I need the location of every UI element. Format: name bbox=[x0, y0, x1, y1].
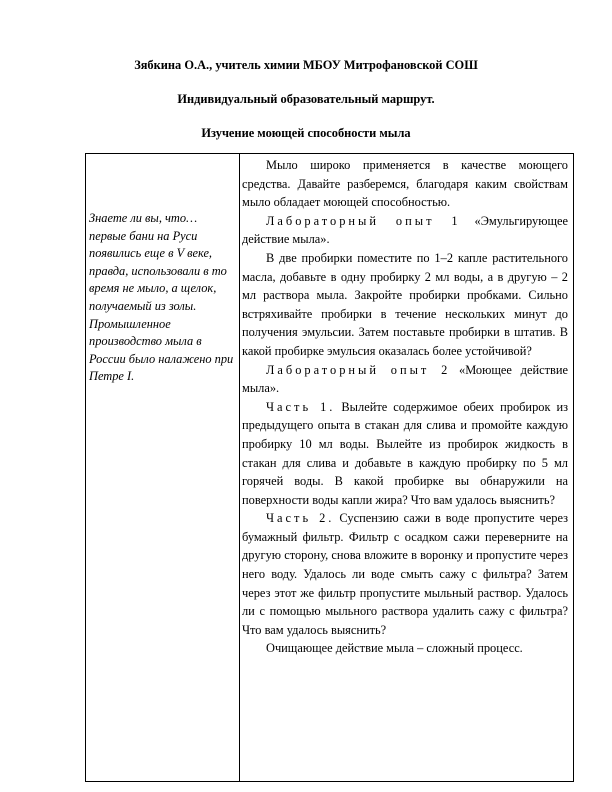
experiment-2-title: «Моющее действие мыла». bbox=[242, 362, 569, 396]
experiment-1-label: Лабораторный опыт 1 bbox=[266, 213, 461, 228]
side-note-fact-baths: Знаете ли вы, что… первые бани на Руси появились еще в V веке, правда, использовали в то время не мыло, а щелок, получаемый из золы. bbox=[89, 211, 227, 313]
experiment-2-heading bbox=[242, 361, 568, 398]
page-title: Изучение моющей способности мыла bbox=[201, 126, 411, 140]
experiment-1-title: «Эмульгирующее действие мыла». bbox=[242, 213, 568, 247]
experiment-2-label: Лабораторный опыт 2 bbox=[266, 362, 451, 377]
side-note-fact-industry: Промышленное производство мыла в России было налажено при Петре I. bbox=[89, 316, 234, 384]
part-2-label: Часть 2. bbox=[266, 511, 335, 526]
part-1-label: Часть 1. bbox=[266, 399, 336, 414]
experiment-1-text: В две пробирки поместите по 1–2 капле растительного масла, добавьте в одну пробирку 2 мл воды, а в другую – 2 мл раствора мыла. Закройте пробирки пробками. Сильно встряхивайте пробирки в течение нескольких минут до получения эмульсии. Затем поставьте пробирки в штатив. В какой пробирке эмульсия оказалась более устойчивой? bbox=[242, 250, 568, 358]
part-2-paragraph bbox=[242, 509, 568, 639]
side-note bbox=[89, 210, 237, 386]
route-heading: Индивидуальный образовательный маршрут. bbox=[177, 92, 435, 106]
intro-paragraph: Мыло широко применяется в качестве моющего средства. Давайте разберемся, благодаря каким свойствам мыло обладает моющей способностью. bbox=[242, 158, 568, 210]
part-1-paragraph bbox=[242, 398, 568, 510]
main-text bbox=[242, 156, 568, 658]
part-1-text: Вылейте содержимое обеих пробирок из предыдущего опыта в стакан для слива и промойте каждую пробирку 10 мл воды. Вылейте из пробирок жидкость в стакан для слива и добавьте в каждую пробирку по 5 мл горячей воды. В какой пробирке вы обнаружили на поверхности воды капли жира? Что вам удалось выяснить? bbox=[242, 399, 569, 507]
experiment-1-heading bbox=[242, 212, 568, 249]
part-2-text: Суспензию сажи в воде пропустите через бумажный фильтр. Фильтр с осадком сажи переверните на другую сторону, снова вложите в воронку и пропустите через него воду. Удалось ли воде смыть сажу с фильтра? Затем через этот же фильтр пропустите мыльный раствор. Удалось ли с помощью мыльного раствора удалить сажу с фильтра? Что вам удалось выяснить? bbox=[242, 511, 568, 637]
author-heading: Зябкина О.А., учитель химии МБОУ Митрофановской СОШ bbox=[134, 58, 478, 72]
closing-paragraph: Очищающее действие мыла – сложный процесс. bbox=[266, 641, 523, 656]
